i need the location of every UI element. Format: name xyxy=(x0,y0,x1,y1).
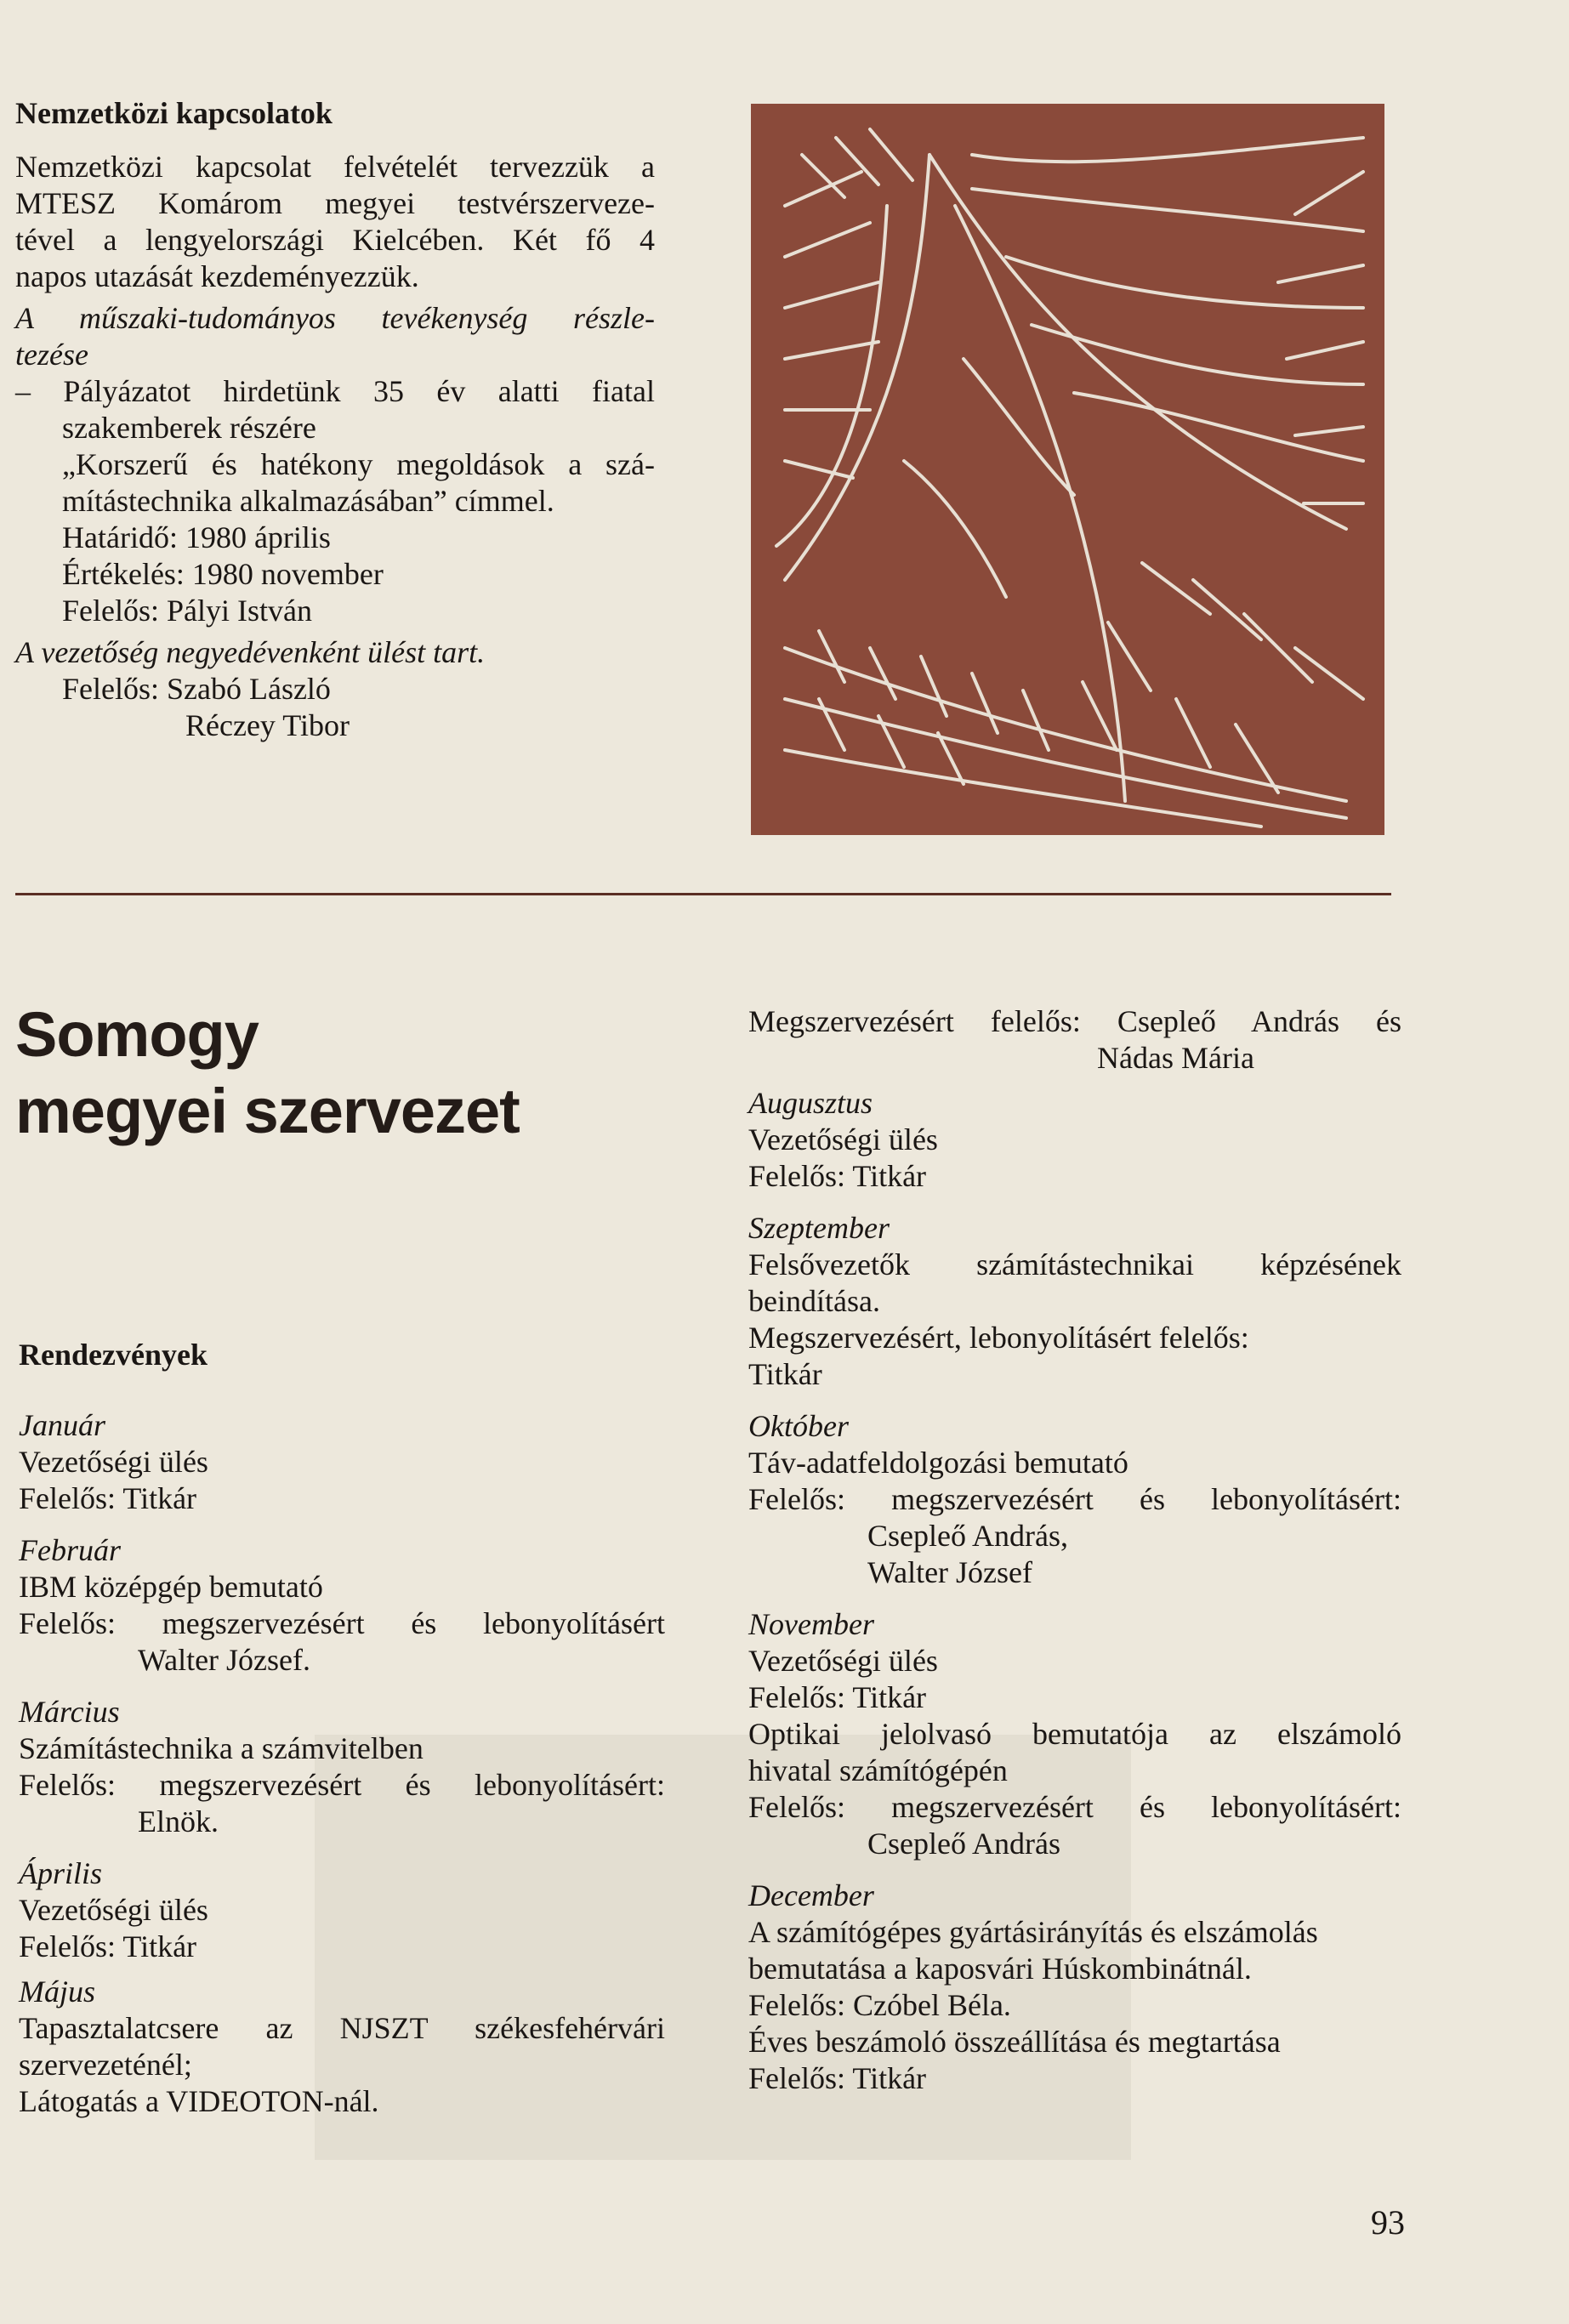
para-line: tével a lengyelországi Kielcében. Két fő 4 xyxy=(15,223,655,257)
month-label: Május xyxy=(19,1975,95,2009)
intro-line: Nádas Mária xyxy=(1097,1041,1254,1075)
item-line: „Korszerű és hatékony megoldások a szá- xyxy=(62,447,655,481)
event-line: Felelős: megszervezésért és lebonyolításért xyxy=(19,1606,665,1640)
page-number: 93 xyxy=(1371,2203,1405,2242)
month-label: Március xyxy=(19,1695,120,1729)
event-line: Csepleő András, xyxy=(867,1519,1068,1553)
event-line: szervezeténél; xyxy=(19,2048,192,2082)
event-line: Felelős: megszervezésért és lebonyolításért: xyxy=(748,1482,1401,1516)
event-line: Számítástechnika a számvitelben xyxy=(19,1731,424,1765)
event-line: bemutatása a kaposvári Húskombinátnál. xyxy=(748,1952,1252,1986)
event-line: Tapasztalatcsere az NJSZT székesfehérvári xyxy=(19,2011,665,2045)
deadline: Határidő: 1980 április xyxy=(62,520,331,554)
event-line: Elnök. xyxy=(138,1804,219,1838)
para-line: napos utazását kezdeményezzük. xyxy=(15,259,419,293)
event-line: Látogatás a VIDEOTON-nál. xyxy=(19,2084,379,2118)
event-line: Megszervezésért, lebonyolításért felelős: xyxy=(748,1321,1249,1355)
event-line: Felelős: Czóbel Béla. xyxy=(748,1988,1011,2022)
board-meeting: A vezetőség negyedévenként ülést tart. xyxy=(15,635,486,669)
event-line: Vezetőségi ülés xyxy=(748,1644,938,1678)
month-label: December xyxy=(748,1878,874,1912)
event-line: Titkár xyxy=(748,1357,822,1391)
month-label: Február xyxy=(19,1533,121,1567)
event-line: hivatal számítógépén xyxy=(748,1753,1008,1787)
responsible: Felelős: Szabó László xyxy=(62,672,331,706)
responsible: Felelős: Pályi István xyxy=(62,594,312,628)
event-line: Walter József xyxy=(867,1555,1033,1589)
month-label: Január xyxy=(19,1408,105,1442)
event-line: Felelős: Titkár xyxy=(19,1481,197,1515)
event-line: Felelős: megszervezésért és lebonyolításért: xyxy=(19,1768,665,1802)
section-heading-international: Nemzetközi kapcsolatok xyxy=(15,96,333,130)
subheading-line: tezése xyxy=(15,338,88,372)
subheading-line: A műszaki-tudományos tevékenység részle- xyxy=(15,301,655,335)
event-line: Felelős: megszervezésért és lebonyolításért: xyxy=(748,1790,1401,1824)
item-line: mítástechnika alkalmazásában” címmel. xyxy=(62,484,554,518)
event-line: Vezetőségi ülés xyxy=(748,1122,938,1156)
event-line: Felsővezetők számítástechnikai képzésének xyxy=(748,1247,1401,1281)
para-line: MTESZ Komárom megyei testvérszerveze- xyxy=(15,186,655,220)
item-line: szakemberek részére xyxy=(62,411,316,445)
title-line: megyei szervezet xyxy=(15,1076,520,1146)
responsible: Réczey Tibor xyxy=(185,708,350,742)
event-line: beindítása. xyxy=(748,1284,880,1318)
para-line: Nemzetközi kapcsolat felvételét tervezzük a xyxy=(15,150,655,184)
month-label: Április xyxy=(19,1856,103,1890)
month-label: Szeptember xyxy=(748,1211,890,1245)
event-line: Felelős: Titkár xyxy=(748,2061,927,2095)
event-line: Optikai jelolvasó bemutatója az elszámoló xyxy=(748,1717,1401,1751)
event-line: Vezetőségi ülés xyxy=(19,1445,208,1479)
section-heading-events: Rendezvények xyxy=(19,1338,207,1372)
event-line: Vezetőségi ülés xyxy=(19,1893,208,1927)
event-line: Felelős: Titkár xyxy=(748,1159,927,1193)
event-line: Felelős: Titkár xyxy=(748,1680,927,1714)
month-label: Augusztus xyxy=(748,1086,873,1120)
item-line: – Pályázatot hirdetünk 35 év alatti fiatal xyxy=(15,374,655,408)
evaluation: Értékelés: 1980 november xyxy=(62,557,384,591)
event-line: Csepleő András xyxy=(867,1827,1060,1861)
event-line: IBM középgép bemutató xyxy=(19,1570,323,1604)
horizontal-rule xyxy=(15,893,1391,895)
month-label: November xyxy=(748,1607,874,1641)
intro-line: Megszervezésért felelős: Csepleő András és xyxy=(748,1004,1401,1038)
abstract-branching-lines-illustration xyxy=(751,104,1384,835)
event-line: A számítógépes gyártásirányítás és elszámolás xyxy=(748,1915,1318,1949)
right-bottom-column xyxy=(748,1003,1401,2097)
event-line: Felelős: Titkár xyxy=(19,1929,197,1963)
event-line: Éves beszámoló összeállítása és megtartása xyxy=(748,2025,1281,2059)
event-line: Walter József. xyxy=(138,1643,311,1677)
month-label: Október xyxy=(748,1409,849,1443)
left-bottom-column xyxy=(19,1337,665,2120)
title-line: Somogy xyxy=(15,999,259,1070)
section-title xyxy=(15,997,520,1150)
event-line: Táv-adatfeldolgozási bemutató xyxy=(748,1446,1128,1480)
left-top-column xyxy=(15,95,655,744)
